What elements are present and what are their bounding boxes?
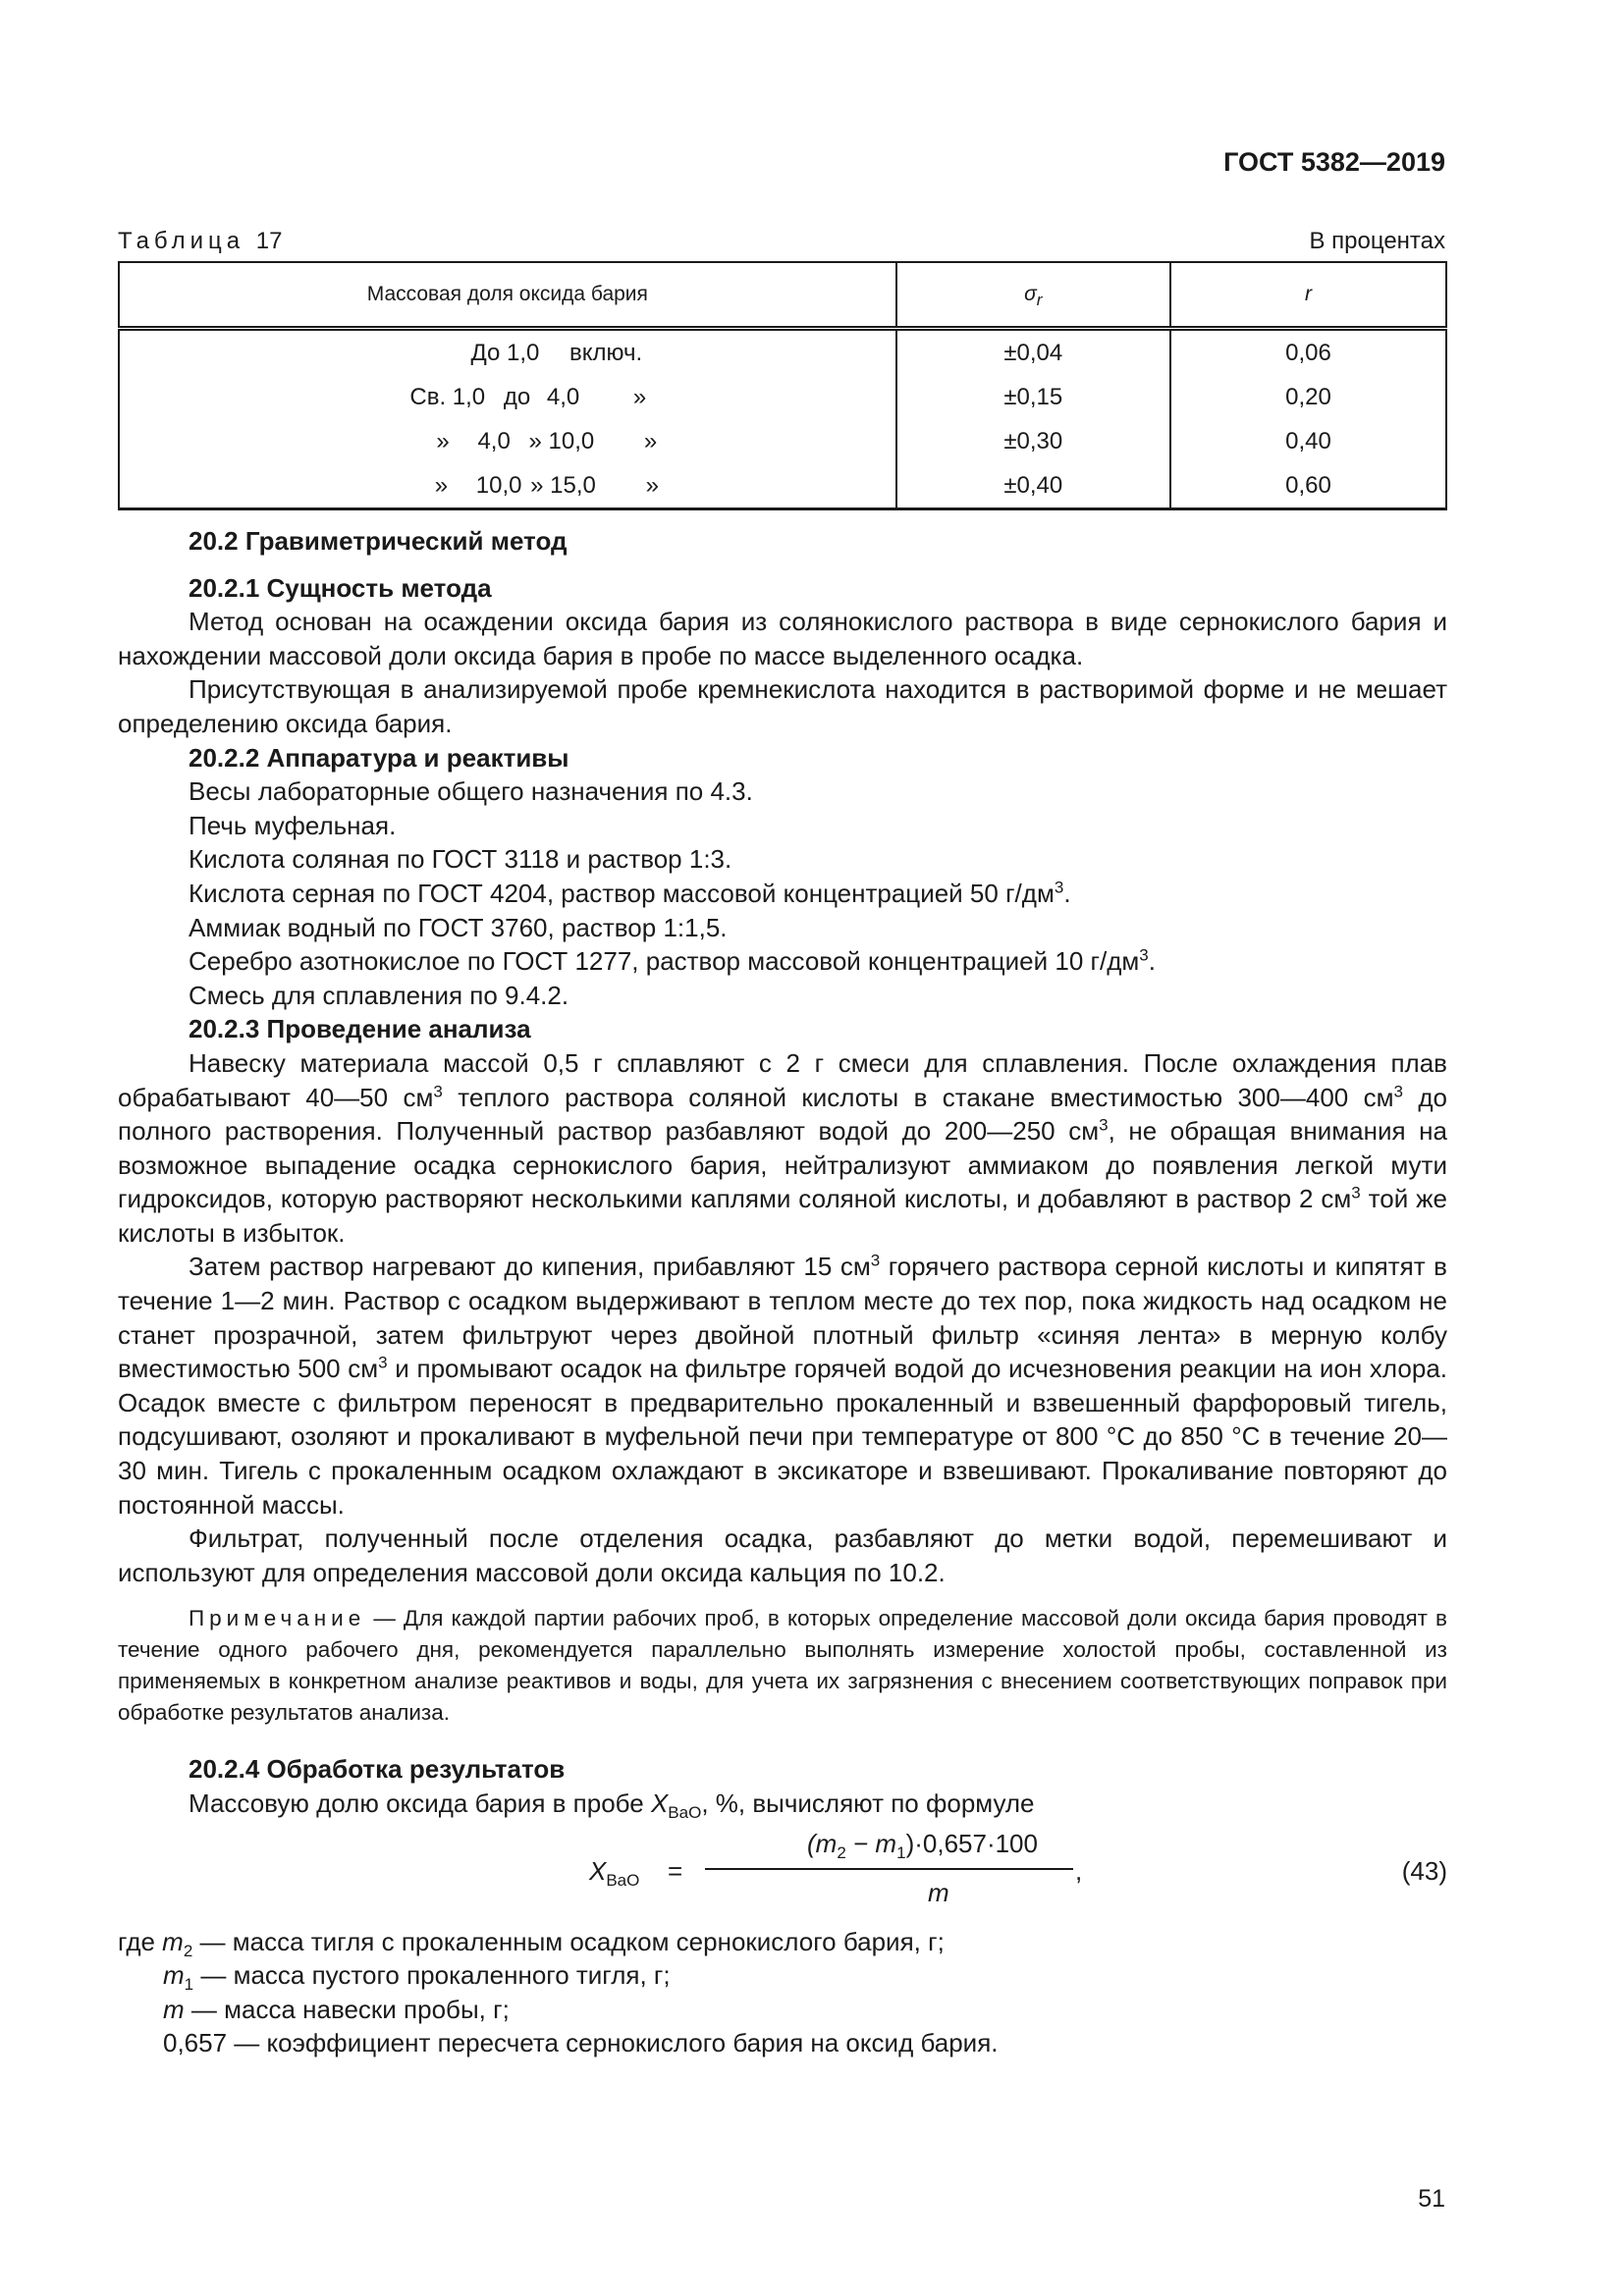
page-number: 51 [1418,2185,1445,2213]
text-run: Массовую долю оксида бария в пробе [189,1789,651,1818]
definition [118,1958,1447,1993]
range-c: » 15,0 [530,471,596,499]
formula-subscript: 2 [837,1842,846,1862]
list-item: Аммиак водный по ГОСТ 3760, раствор 1:1,5. [189,912,728,942]
range-c: » 10,0 [528,427,595,454]
text-run: Затем раствор нагревают до кипения, прибавляют 15 см [189,1252,871,1282]
r-cell: 0,20 [1170,375,1446,419]
table-number: 17 [255,228,283,254]
formula-subscript: 1 [896,1842,906,1862]
superscript: 3 [1393,1081,1403,1100]
definition [118,1925,1447,1959]
range-cell [119,419,896,463]
text-run: , %, вычисляют по формуле [701,1789,1035,1818]
list-item [118,877,1447,911]
range-a: » [436,427,450,454]
text-run: , не обращая внимания на возможное выпадение осадка сернокислого бария, нейтрализуют аммиаком до появления легкой мути гидроксидов, которую растворяют несколькими каплями соляной кислоты, и добавляют в раствор 2 см [118,1116,1447,1214]
text-run: горячего раствора серной кислоты и кипятят в течение 1—2 мин. Раствор с осадком выдерживают в теплом месте до тех пор, пока жидкость над осадком не станет прозрачной, затем фильтруют через двойной плотный фильтр «синяя лента» в мерную колбу вместимостью 500 см [118,1252,1447,1384]
table-row [119,463,1446,509]
list-item: Весы лабораторные общего назначения по 4.3. [189,776,753,807]
superscript: 3 [1099,1115,1109,1135]
range-c: 4,0 [546,383,580,410]
list-item: Смесь для сплавления по 9.4.2. [189,980,569,1010]
list-item: Печь муфельная. [189,810,397,840]
def-prefix: где [118,1926,163,1956]
superscript: 3 [1054,878,1064,897]
note-label: Примечание [189,1606,366,1631]
text-run: той же кислоты в избыток. [118,1184,1448,1248]
formula-term: − m [845,1828,897,1858]
section-heading-20-2-3: 20.2.3 Проведение анализа [189,1014,531,1044]
range-c: включ. [569,339,643,366]
formula-symbol: X [589,1855,607,1886]
formula-comma: , [1075,1855,1083,1886]
range-b: 4,0 [477,427,511,454]
section-heading-20-2: 20.2 Гравиметрический метод [189,526,568,556]
range-a: До 1,0 [470,339,540,366]
text-run: Навеску материала массой 0,5 г сплавляют с 2 г смеси для сплавления. После охлаждения плав обрабатывают 40—50 см [118,1047,1447,1112]
def-text: — масса тигля с прокаленным осадком сернокислого бария, г; [192,1926,945,1956]
paragraph: Присутствующая в анализируемой пробе кремнекислота находится в растворимой форме и не мешает определению оксида бария. [118,674,1447,738]
document-header: ГОСТ 5382—2019 [1223,147,1445,177]
superscript: 3 [1351,1183,1361,1202]
document-body [118,518,1447,2060]
table-17 [118,261,1447,510]
def-symbol: m [163,1960,185,1991]
formula-symbol: X [650,1789,669,1818]
def-text: — масса навески пробы, г; [184,1994,510,2024]
note-text: — Для каждой партии рабочих проб, в которых определение массовой доли оксида бария проводят в течение одного рабочего дня, рекомендуется параллельно выполнять измерение холостой пробы, составленной из применяемых в конкретном анализе реактивов и воды, для учета их загрязнения с внесением соответствующих поправок при обработке результатов анализа. [118,1606,1447,1726]
formula-subscript: BaO [668,1803,702,1823]
item-end: . [1063,878,1071,908]
range-a: » [434,471,449,499]
def-text: — масса пустого прокаленного тигля, г; [193,1960,671,1991]
text-run: до полного растворения. Полученный раствор разбавляют водой до 200—250 см [118,1082,1448,1147]
table-caption [118,228,282,255]
table-header-row [119,262,1446,329]
superscript: 3 [870,1251,881,1270]
superscript: 3 [433,1081,443,1100]
paragraph [118,1250,1447,1522]
section-heading-20-2-2: 20.2.2 Аппаратура и реактивы [189,742,569,773]
table-row [119,329,1446,376]
sigma-subscript: r [1036,291,1043,310]
formula-subscript: BaO [606,1870,640,1890]
formula-term: (m [807,1828,838,1858]
range-d: » [645,471,659,499]
header-sigma [896,262,1170,329]
section-heading-20-2-4: 20.2.4 Обработка результатов [189,1754,566,1785]
r-cell: 0,06 [1170,329,1446,376]
def-symbol: m [163,1994,185,2024]
range-b: до [503,383,531,410]
def-symbol: m [162,1926,184,1956]
item-end: . [1148,946,1156,977]
list-item: Кислота соляная по ГОСТ 3118 и раствор 1:3. [189,844,732,875]
range-d: » [632,383,647,410]
paragraph [118,1046,1447,1251]
header-r [1170,262,1446,329]
sigma-cell: ±0,04 [896,329,1170,376]
paragraph: Фильтрат, полученный после отделения осадка, разбавляют до метки водой, перемешивают и используют для определения массовой доли оксида кальция по 10.2. [118,1523,1447,1587]
range-cell [119,375,896,419]
paragraph [118,1787,1447,1821]
text-run: теплого раствора соляной кислоты в стакане вместимостью 300—400 см [442,1082,1394,1112]
def-subscript: 2 [183,1941,193,1960]
sigma-cell: ±0,30 [896,419,1170,463]
sigma-cell: ±0,15 [896,375,1170,419]
superscript: 3 [378,1353,388,1372]
r-symbol: r [1304,283,1312,305]
header-mass-fraction: Массовая доля оксида бария [119,262,896,329]
item-text: Кислота серная по ГОСТ 4204, раствор массовой концентрацией 50 г/дм [189,878,1055,908]
formula-lhs [589,1854,639,1889]
range-d: » [643,427,658,454]
range-cell [119,463,896,509]
r-cell: 0,40 [1170,419,1446,463]
formula-numerator [807,1827,1038,1861]
table-caption-label: Таблица [118,228,245,254]
formula-equals: = [668,1855,683,1886]
paragraph: Метод основан на осаждении оксида бария из солянокислого раствора в виде сернокислого бария и нахождении массовой доли оксида бария в пробе по массе выделенного осадка. [118,607,1447,670]
def-subscript: 1 [184,1975,194,1995]
sigma-cell: ±0,40 [896,463,1170,509]
item-text: Серебро азотнокислое по ГОСТ 1277, раствор массовой концентрацией 10 г/дм [189,946,1140,977]
fraction-bar [705,1868,1073,1870]
formula-43 [118,1827,1447,1925]
section-heading-20-2-1: 20.2.1 Сущность метода [189,572,492,603]
definition [118,1993,1447,2027]
range-a: Св. 1,0 [409,383,486,410]
definition: 0,657 — коэффициент пересчета сернокислого бария на оксид бария. [163,2028,999,2058]
text-run: и промывают осадок на фильтре горячей водой до исчезновения реакции на ион хлора. Осадок вместе с фильтром переносят в предварительно прокаленный и взвешенный фарфоровый тигель, подсушивают, озоляют и прокаливают в муфельной печи при температуре от 800 °С до 850 °С в течение 20—30 мин. Тигель с прокаленным осадком охлаждают в эксикаторе и взвешивают. Прокаливание повторяют до постоянной массы. [118,1354,1448,1520]
equation-number: (43) [1401,1855,1447,1886]
formula-term: )·0,657·100 [905,1828,1038,1858]
table-units: В процентах [1309,228,1445,254]
sigma-symbol: σ [1024,283,1037,305]
r-cell: 0,60 [1170,463,1446,509]
formula-denominator: m [928,1877,949,1907]
table-row [119,419,1446,463]
table-row [119,375,1446,419]
note [118,1603,1447,1729]
range-cell [119,329,896,376]
superscript: 3 [1139,945,1149,965]
list-item [118,944,1447,979]
range-b: 10,0 [475,471,522,499]
